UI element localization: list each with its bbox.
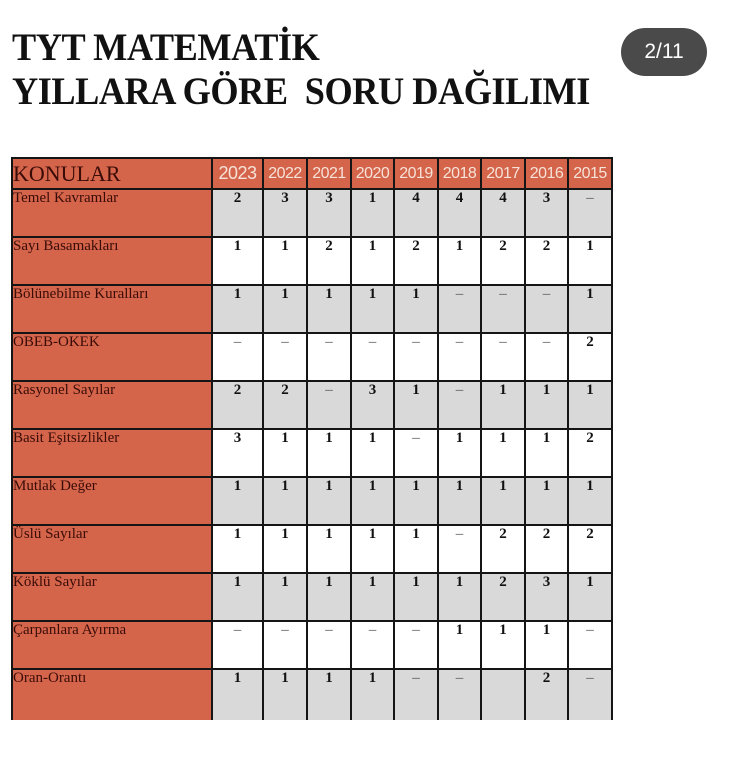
value-cell: 1 — [438, 237, 481, 285]
value-cell: 1 — [568, 573, 612, 621]
topic-cell: Basit Eşitsizlikler — [12, 429, 212, 477]
column-header-year: 2022 — [263, 158, 307, 189]
value-cell: 1 — [307, 573, 351, 621]
value-cell: – — [438, 285, 481, 333]
table-row — [12, 189, 612, 237]
title-line-1: TYT MATEMATİK — [12, 26, 320, 69]
value-cell: – — [394, 333, 438, 381]
topic-cell: Üslü Sayılar — [12, 525, 212, 573]
table-row — [12, 237, 612, 285]
value-cell: 1 — [212, 477, 263, 525]
value-cell: – — [481, 285, 525, 333]
value-cell: 2 — [481, 525, 525, 573]
table-row — [12, 573, 612, 621]
value-cell: – — [307, 381, 351, 429]
column-header-topics: KONULAR — [12, 158, 212, 189]
value-cell: 3 — [525, 189, 568, 237]
question-distribution-table — [11, 157, 613, 720]
value-cell: 1 — [351, 477, 394, 525]
value-cell: 1 — [212, 573, 263, 621]
value-cell: 1 — [263, 477, 307, 525]
value-cell: – — [351, 333, 394, 381]
value-cell: 1 — [438, 477, 481, 525]
value-cell: 4 — [438, 189, 481, 237]
value-cell: 1 — [263, 525, 307, 573]
column-header-year: 2023 — [212, 158, 263, 189]
value-cell: 1 — [307, 285, 351, 333]
value-cell: 1 — [525, 381, 568, 429]
value-cell: 1 — [307, 669, 351, 720]
value-cell: 2 — [481, 237, 525, 285]
table-row — [12, 669, 612, 720]
table-row — [12, 333, 612, 381]
value-cell: – — [351, 621, 394, 669]
column-header-year: 2017 — [481, 158, 525, 189]
table-row — [12, 525, 612, 573]
table-row — [12, 285, 612, 333]
topic-cell: OBEB-OKEK — [12, 333, 212, 381]
value-cell: – — [307, 333, 351, 381]
value-cell: 1 — [394, 477, 438, 525]
value-cell: 1 — [263, 429, 307, 477]
value-cell: 1 — [307, 477, 351, 525]
value-cell: 3 — [212, 429, 263, 477]
value-cell: 2 — [525, 525, 568, 573]
topic-cell: Oran-Orantı — [12, 669, 212, 720]
value-cell: 1 — [263, 573, 307, 621]
value-cell: – — [568, 189, 612, 237]
value-cell: 1 — [212, 285, 263, 333]
value-cell: 2 — [568, 333, 612, 381]
value-cell: 1 — [394, 573, 438, 621]
value-cell: 1 — [212, 669, 263, 720]
value-cell: – — [212, 333, 263, 381]
table-row — [12, 621, 612, 669]
value-cell: 4 — [481, 189, 525, 237]
value-cell: 1 — [351, 669, 394, 720]
value-cell: 1 — [351, 429, 394, 477]
value-cell: – — [394, 621, 438, 669]
value-cell: 1 — [525, 477, 568, 525]
column-header-year: 2019 — [394, 158, 438, 189]
topic-cell: Bölünebilme Kuralları — [12, 285, 212, 333]
title-line-2: YILLARA GÖRE SORU DAĞILIMI — [12, 70, 590, 113]
table-header-row — [12, 158, 612, 189]
value-cell: 1 — [568, 285, 612, 333]
value-cell: 1 — [307, 429, 351, 477]
value-cell: 2 — [481, 573, 525, 621]
value-cell: 1 — [351, 237, 394, 285]
value-cell: 1 — [438, 573, 481, 621]
topic-cell: Köklü Sayılar — [12, 573, 212, 621]
page-title — [12, 26, 590, 114]
value-cell: 1 — [212, 525, 263, 573]
table-row — [12, 477, 612, 525]
column-header-year: 2016 — [525, 158, 568, 189]
value-cell: – — [394, 429, 438, 477]
page-counter-badge: 2/11 — [621, 28, 707, 76]
column-header-year: 2020 — [351, 158, 394, 189]
value-cell — [481, 669, 525, 720]
value-cell: 1 — [568, 381, 612, 429]
value-cell: – — [394, 669, 438, 720]
value-cell: 1 — [481, 429, 525, 477]
table-body — [12, 189, 612, 720]
value-cell: 1 — [263, 285, 307, 333]
value-cell: 2 — [394, 237, 438, 285]
value-cell: – — [525, 285, 568, 333]
value-cell: 4 — [394, 189, 438, 237]
topic-cell: Sayı Basamakları — [12, 237, 212, 285]
value-cell: 2 — [263, 381, 307, 429]
value-cell: – — [525, 333, 568, 381]
value-cell: 1 — [351, 573, 394, 621]
column-header-year: 2018 — [438, 158, 481, 189]
topic-cell: Rasyonel Sayılar — [12, 381, 212, 429]
value-cell: – — [481, 333, 525, 381]
topic-cell: Temel Kavramlar — [12, 189, 212, 237]
value-cell: 1 — [568, 237, 612, 285]
value-cell: 1 — [481, 621, 525, 669]
value-cell: 3 — [525, 573, 568, 621]
value-cell: – — [438, 333, 481, 381]
value-cell: 3 — [263, 189, 307, 237]
value-cell: 1 — [481, 381, 525, 429]
value-cell: – — [263, 333, 307, 381]
value-cell: 1 — [307, 525, 351, 573]
column-header-year: 2015 — [568, 158, 612, 189]
value-cell: – — [307, 621, 351, 669]
value-cell: 2 — [525, 237, 568, 285]
column-header-year: 2021 — [307, 158, 351, 189]
value-cell: 1 — [394, 381, 438, 429]
topic-cell: Çarpanlara Ayırma — [12, 621, 212, 669]
value-cell: 2 — [568, 429, 612, 477]
value-cell: 1 — [568, 477, 612, 525]
value-cell: 1 — [438, 621, 481, 669]
value-cell: 1 — [263, 669, 307, 720]
value-cell: 1 — [438, 429, 481, 477]
value-cell: 1 — [212, 237, 263, 285]
value-cell: 1 — [525, 429, 568, 477]
value-cell: – — [438, 669, 481, 720]
value-cell: 1 — [394, 285, 438, 333]
value-cell: 2 — [212, 189, 263, 237]
topic-cell: Mutlak Değer — [12, 477, 212, 525]
value-cell: – — [438, 525, 481, 573]
value-cell: 3 — [351, 381, 394, 429]
value-cell: 1 — [263, 237, 307, 285]
value-cell: 1 — [394, 525, 438, 573]
table-row — [12, 429, 612, 477]
value-cell: – — [212, 621, 263, 669]
value-cell: 1 — [481, 477, 525, 525]
value-cell: 1 — [351, 525, 394, 573]
value-cell: 2 — [212, 381, 263, 429]
value-cell: – — [568, 621, 612, 669]
table-row — [12, 381, 612, 429]
value-cell: – — [438, 381, 481, 429]
value-cell: 2 — [307, 237, 351, 285]
value-cell: – — [263, 621, 307, 669]
value-cell: 2 — [568, 525, 612, 573]
value-cell: 1 — [525, 621, 568, 669]
value-cell: 1 — [351, 189, 394, 237]
value-cell: 1 — [351, 285, 394, 333]
value-cell: – — [568, 669, 612, 720]
value-cell: 2 — [525, 669, 568, 720]
value-cell: 3 — [307, 189, 351, 237]
